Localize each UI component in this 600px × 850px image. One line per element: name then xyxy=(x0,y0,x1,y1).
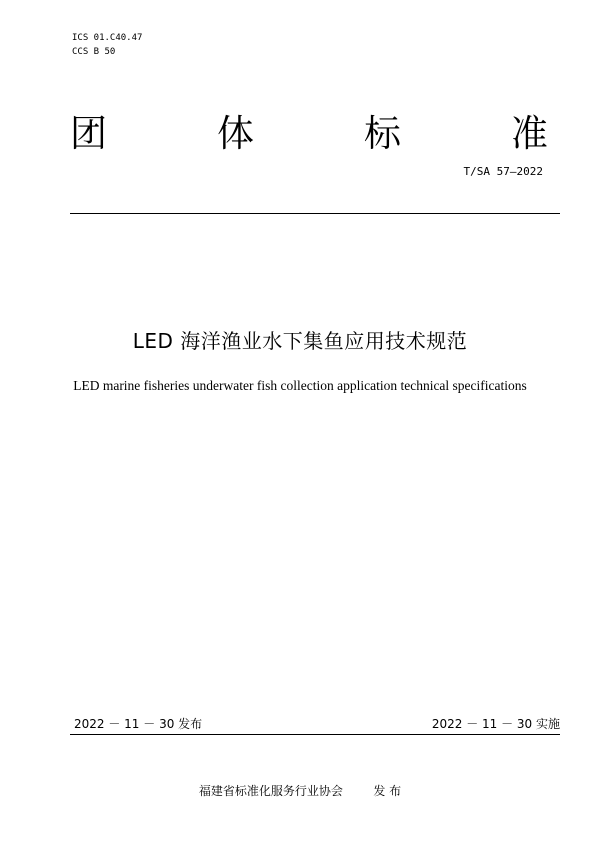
standard-number: T/SA 57—2022 xyxy=(463,165,543,178)
publish-date: 2022 － 11 － 30 发布 xyxy=(74,717,203,731)
ccs-code: CCS B 50 xyxy=(72,47,116,57)
category-char-3: 标 xyxy=(364,112,401,155)
document-title-cn: LED 海洋渔业水下集鱼应用技术规范 xyxy=(132,329,468,353)
standard-category-title xyxy=(70,106,548,162)
category-char-2: 体 xyxy=(217,112,254,155)
bottom-divider xyxy=(70,734,560,735)
top-divider xyxy=(70,213,560,214)
issuer-name: 福建省标准化服务行业协会 xyxy=(198,784,343,798)
issuer-action: 发 布 xyxy=(373,784,402,798)
issuer-line xyxy=(0,782,600,799)
implementation-date: 2022 － 11 － 30 实施 xyxy=(431,717,560,731)
category-char-4: 准 xyxy=(511,112,548,155)
classification-codes xyxy=(72,31,142,59)
ics-code: ICS 01.C40.47 xyxy=(72,33,143,43)
document-title-en: LED marine fisheries underwater fish collection application technical specifications xyxy=(73,378,527,393)
category-char-1: 团 xyxy=(70,112,107,155)
